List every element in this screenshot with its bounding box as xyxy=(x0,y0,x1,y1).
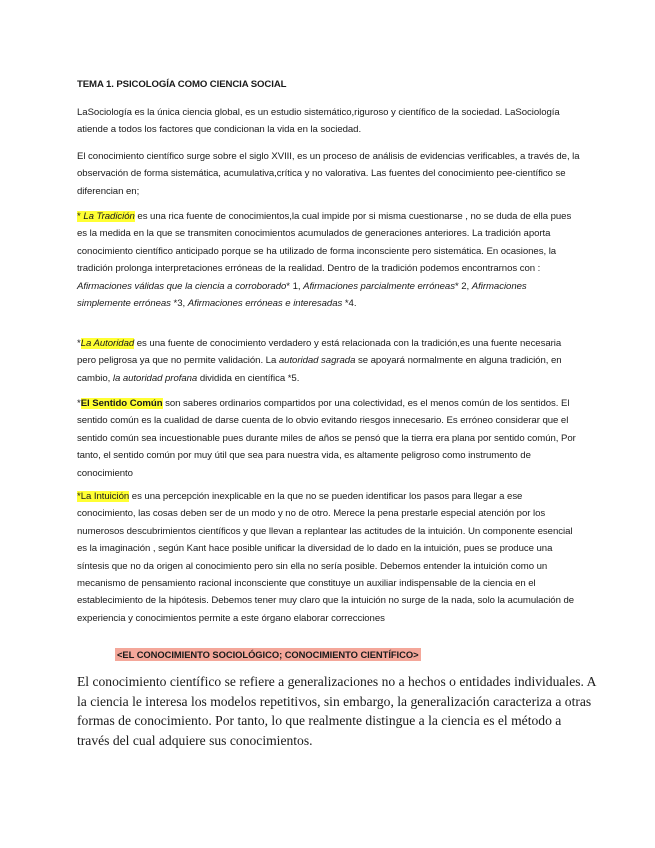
sentido-marker: * xyxy=(77,398,81,409)
autoridad-marker: * xyxy=(77,338,81,349)
tradicion-italic-1: Afirmaciones válidas que la ciencia a corroborado xyxy=(77,280,287,292)
paragraph-intuicion xyxy=(77,488,582,627)
autoridad-italic-2: la autoridad profana xyxy=(112,372,198,384)
paragraph-sociologia: LaSociología es la única ciencia global, es un estudio sistemático,riguroso y científico de la sociedad. LaSociología atiende a todos los factores que condicionan la vida en la sociedad. xyxy=(77,107,560,136)
tradicion-ref-1: * 1, xyxy=(286,280,304,292)
tradicion-ref-4: *4. xyxy=(342,298,357,310)
intuicion-label: La Intuición xyxy=(80,491,130,502)
tradicion-label: La Tradición xyxy=(83,211,135,222)
paragraph-sentido-comun xyxy=(77,395,582,482)
paragraph-conocimiento-cientifico: El conocimiento científico surge sobre el siglo XVIII, es un proceso de análisis de evidencias verificables, a través de, la observación de forma sistemática, acumulativa,crítica y no valorativa. Las fuentes del conocimiento pee-científico se diferencian en; xyxy=(77,151,580,197)
tradicion-ref-2: * 2, xyxy=(454,280,472,292)
paragraph-autoridad xyxy=(77,335,582,387)
section-heading: <EL CONOCIMIENTO SOCIOLÓGICO; CONOCIMIENTO CIENTÍFICO> xyxy=(117,649,419,660)
tradicion-text: es una rica fuente de conocimientos,la cual impide por si misma cuestionarse , no se duda de ella pues es la medida en la que se transmiten conocimientos acumulados de generaciones anteriores. La tradición aporta conocimiento científico anticipado porque se ha utilizado de forma inconsciente pero sistemática. En ocasiones, la tradición prolonga interpretaciones erróneas de la realidad. Dentro de la tradición podemos encontrarnos con : xyxy=(77,211,572,275)
autoridad-text: es una fuente de conocimiento verdadero y está relacionada con la tradición,es una fuente necesaria pero peligrosa ya que no permite validación. La xyxy=(77,338,562,367)
paragraph-conocimiento-sociologico: El conocimiento científico se refiere a generalizaciones no a hechos o entidades individuales. A la ciencia le interesa los modelos repetitivos, sin embargo, la generalización caracteriza a otras formas de conocimiento. Por tanto, lo que realmente distingue a la ciencia es el método a través del cual adquiere sus conocimientos. xyxy=(77,674,596,748)
tradicion-italic-2: Afirmaciones parcialmente erróneas xyxy=(303,280,455,292)
tradicion-italic-4: Afirmaciones erróneas e interesadas xyxy=(187,298,343,310)
tradicion-italic-3: Afirmaciones simplemente erróneas xyxy=(77,280,527,310)
paragraph-tradicion xyxy=(77,208,582,312)
autoridad-text-3: dividida en científica *5. xyxy=(197,372,300,384)
sentido-text: son saberes ordinarios compartidos por una colectividad, es el menos común de los sentidos. El sentido común es la cualidad de darse cuenta de lo obvio evitando riesgos innecesario. Es erróneo considerar que el sentido común sea incuestionable pues durante miles de años se pensó que la tierra era plana por sentido común, Por tanto, el sentido común por muy útil que sea para nuestra vida, es altamente peligroso como instrumento de conocimiento xyxy=(77,398,576,479)
tradicion-marker: * xyxy=(77,211,84,222)
autoridad-text-2: se apoyará normalmente en alguna tradición, en cambio, xyxy=(77,355,562,384)
sentido-label: El Sentido Común xyxy=(80,398,163,409)
autoridad-italic-1: autoridad sagrada xyxy=(278,355,356,367)
tradicion-ref-3: *3, xyxy=(170,298,188,310)
intuicion-marker: * xyxy=(77,491,81,502)
intuicion-text: es una percepción inexplicable en la que no se pueden identificar los pasos para llegar a ese conocimiento, las cosas deben ser de un modo y no de otro. Merece la pena prestarle especial atención por los numerosos descubrimientos científicos y que llevan a replantear las actitudes de la intuición. Un componente esencial es la imaginación , según Kant hace posible unificar la diversidad de lo dado en la intuición, pues se produce una síntesis que no da origen al conocimiento pero sin ella no sería posible. Debemos entender la intuición como un mecanismo de pensamiento racional inconsciente que constituye un auxiliar indispensable de la ciencia en el establecimiento de la hipótesis. Debemos tener muy claro que la intuición no surge de la nada, solo la acumulación de experiencia y conocimientos permite a este órgano elaborar correcciones xyxy=(77,491,575,624)
document-title: TEMA 1. PSICOLOGÍA COMO CIENCIA SOCIAL xyxy=(77,79,287,90)
autoridad-label: La Autoridad xyxy=(80,338,135,349)
